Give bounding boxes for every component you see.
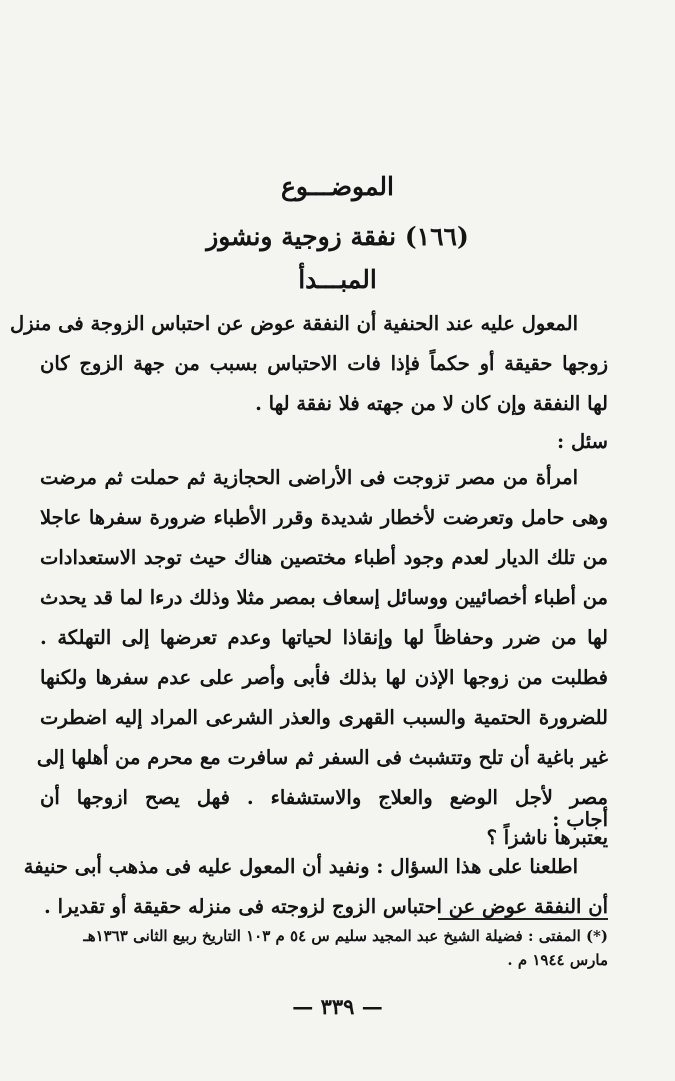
text-line: زوجها حقيقة أو حكماً فإذا فات الاحتباس بسبب من جهة الزوج كان xyxy=(40,352,608,375)
principle-paragraph xyxy=(10,304,608,424)
text-line: لها من ضرر وحفاظاً لها وإنقاذا لحياتها وعدم تعرضها إلى التهلكة . xyxy=(40,626,608,649)
text-line: المعول عليه عند الحنفية أن النفقة عوض عن احتباس الزوجة فى منزل xyxy=(10,312,578,335)
principle-heading: المبـــدأ xyxy=(298,265,377,294)
text-line: امرأة من مصر تزوجت فى الأراضى الحجازية ثم حملت ثم مرضت xyxy=(40,466,578,489)
text-line: فطلبت من زوجها الإذن لها بذلك فأبى وأصر على عدم سفرها ولكنها xyxy=(40,666,608,689)
text-line: للضرورة الحتمية والسبب القهرى والعذر الشرعى المراد إليه اضطرت xyxy=(40,706,608,729)
text-line: غير باغية أن تلح وتتشبث فى السفر ثم سافرت مع محرم من أهلها إلى xyxy=(36,746,608,769)
text-line: لها النفقة وإن كان لا من جهته فلا نفقة لها . xyxy=(255,392,608,415)
page-number: — ٣٣٩ — xyxy=(292,994,383,1019)
footnote-line: مارس ١٩٤٤ م . xyxy=(507,951,608,969)
answer-label: أجاب : xyxy=(552,808,608,831)
text-line: مصر لأجل الوضع والعلاج والاستشفاء . فهل يصح ازوجها أن xyxy=(40,786,608,809)
footnote-divider xyxy=(438,918,608,920)
answer-paragraph xyxy=(23,847,608,927)
text-line: أن النفقة عوض عن احتباس الزوج لزوجته فى منزله حقيقة أو تقديرا . xyxy=(44,895,608,918)
fatwa-title: (١٦٦) نفقة زوجية ونشوز xyxy=(206,222,469,251)
text-line: اطلعنا على هذا السؤال : ونفيد أن المعول عليه فى مذهب أبى حنيفة xyxy=(23,855,578,878)
footnote-line: (*) المفتى : فضيلة الشيخ عبد المجيد سليم س ٥٤ م ١٠٣ التاريخ ربيع الثانى ١٣٦٣هـ xyxy=(83,927,608,945)
question-label: سئل : xyxy=(557,430,608,453)
text-line: من أطباء أخصائيين ووسائل إسعاف بمصر مثلا وذلك درءا لما قد يحدث xyxy=(40,586,608,609)
text-line: من تلك الديار لعدم وجود أطباء مختصين هناك حيث توجد الاستعدادات xyxy=(40,546,608,569)
question-paragraph xyxy=(36,458,608,858)
text-line: يعتبرها ناشزاً ؟ xyxy=(486,826,608,849)
footnote xyxy=(40,924,608,972)
text-line: وهى حامل وتعرضت لأخطار شديدة وقرر الأطباء ضرورة سفرها عاجلا xyxy=(40,506,608,529)
topic-heading: الموضـــوع xyxy=(281,172,394,201)
